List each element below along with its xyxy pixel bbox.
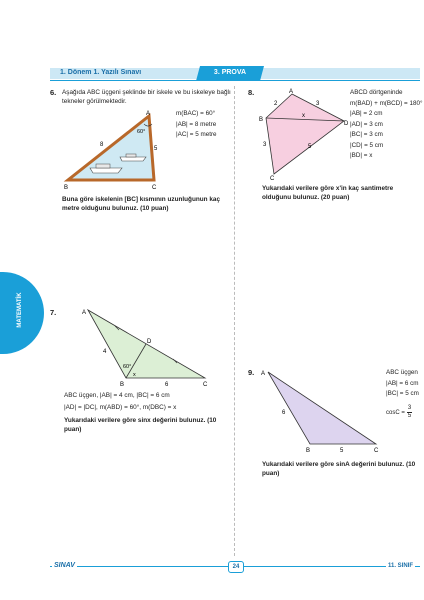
- q9-side-bc: 5: [340, 448, 344, 454]
- q7-given-line1: ABC üçgen, |AB| = 4 cm, |BC| = 6 cm: [64, 392, 170, 399]
- q7-side-ab: 4: [103, 349, 107, 355]
- header-underline: [50, 80, 420, 81]
- q9-given: ABC üçgen: [386, 369, 418, 376]
- q8-label-B: B: [259, 117, 264, 123]
- q9-cos-formula: [386, 405, 412, 420]
- q7-angle-label: 60°: [123, 364, 132, 370]
- q6-given: m(BAC) = 60°: [176, 110, 216, 117]
- q9-given: |BC| = 5 cm: [386, 390, 419, 397]
- q7-number: 7.: [50, 308, 57, 317]
- q8-givens: [350, 88, 423, 162]
- q8-side-bc: 3: [263, 142, 267, 148]
- q8-side-ab: 2: [274, 101, 278, 107]
- q6-label-A: A: [146, 111, 151, 117]
- q8-label-A: A: [289, 89, 294, 95]
- q9-givens: [386, 368, 419, 400]
- q8-side-cd: 5: [308, 144, 312, 150]
- q8-given: |BD| = x: [350, 152, 373, 159]
- q9-question: Yukarıdaki verilere göre sinA değerini bulunuz. (10 puan): [262, 461, 416, 477]
- q7-label-D: D: [147, 339, 152, 345]
- q9-triangle: [268, 372, 376, 444]
- q8-question: Yukarıdaki verilere göre x'in kaç santimetre olduğunu bulunuz. (20 puan): [262, 185, 394, 201]
- q8-side-ad: 3: [316, 101, 320, 107]
- q8-number: 8.: [248, 88, 255, 97]
- q7-figure: [80, 306, 212, 388]
- q8-given: |AD| = 3 cm: [350, 120, 383, 128]
- q8-label-D: D: [344, 121, 349, 127]
- q9-label-C: C: [374, 448, 379, 454]
- q9-cos-fraction: [407, 405, 412, 420]
- q8-given: m(BAD) + m(BCD) = 180°: [350, 99, 423, 107]
- q6-side-ac: 5: [154, 146, 158, 152]
- q6-label-C: C: [152, 185, 157, 191]
- footer-logo: SINAV: [54, 562, 75, 569]
- q8-figure: [258, 88, 350, 180]
- prova-badge-label: 3. PROVA: [213, 69, 247, 76]
- footer-grade: 11. SINIF: [388, 563, 414, 569]
- q7-label-B: B: [120, 382, 125, 388]
- q8-quadrilateral: [266, 94, 344, 174]
- q9-figure: [258, 366, 382, 454]
- q6-givens: [176, 109, 217, 141]
- q6-text: Aşağıda ABC üçgeni şeklinde bir iskele ve bu iskeleye bağlı tekneler görülmektedir.: [62, 89, 231, 105]
- q9-given: |AB| = 6 cm: [386, 379, 419, 387]
- q9-label-B: B: [306, 448, 311, 454]
- q7-label-C: C: [203, 382, 208, 388]
- q6-angle-label: 60°: [137, 129, 146, 135]
- q8-given: |CD| = 5 cm: [350, 141, 384, 149]
- q8-label-C: C: [270, 176, 275, 180]
- q9-cos-label: cosC =: [386, 409, 405, 416]
- side-tab-label: MATEMATİK: [17, 292, 23, 328]
- q8-given: |BC| = 3 cm: [350, 131, 383, 138]
- header-title: 1. Dönem 1. Yazılı Sınavı: [60, 69, 142, 76]
- q6-figure: [60, 108, 182, 192]
- q9-cos-numerator: 3: [407, 405, 412, 411]
- q6-question: Buna göre iskelenin [BC] kısmının uzunluğunun kaç metre olduğunu bulunuz. (10 puan): [62, 196, 221, 212]
- q7-label-A: A: [82, 310, 87, 316]
- q6-side-ab: 8: [100, 142, 104, 148]
- column-divider: [234, 86, 235, 556]
- q9-number: 9.: [248, 368, 255, 377]
- q7-side-bc: 6: [165, 382, 169, 388]
- q6-number: 6.: [50, 88, 57, 97]
- q7-angle-x: x: [133, 372, 136, 378]
- q9-label-A: A: [261, 371, 266, 377]
- q7-question: Yukarıdaki verilere göre sinx değerini bulunuz. (10 puan): [64, 417, 217, 433]
- q9-side-ab: 6: [282, 410, 286, 416]
- q7-given-line2: |AD| = |DC|, m(ABD) = 60°, m(DBC) = x: [64, 404, 177, 411]
- q8-given: |AB| = 2 cm: [350, 110, 383, 117]
- page-number: 24: [228, 561, 244, 573]
- q6-given: |AC| = 5 metre: [176, 131, 217, 138]
- q8-given: ABCD dörtgeninde: [350, 89, 403, 96]
- q6-label-B: B: [64, 185, 69, 191]
- q9-cos-denominator: 5: [407, 413, 412, 419]
- q6-given: |AB| = 8 metre: [176, 120, 217, 128]
- q8-side-bd: x: [302, 113, 305, 119]
